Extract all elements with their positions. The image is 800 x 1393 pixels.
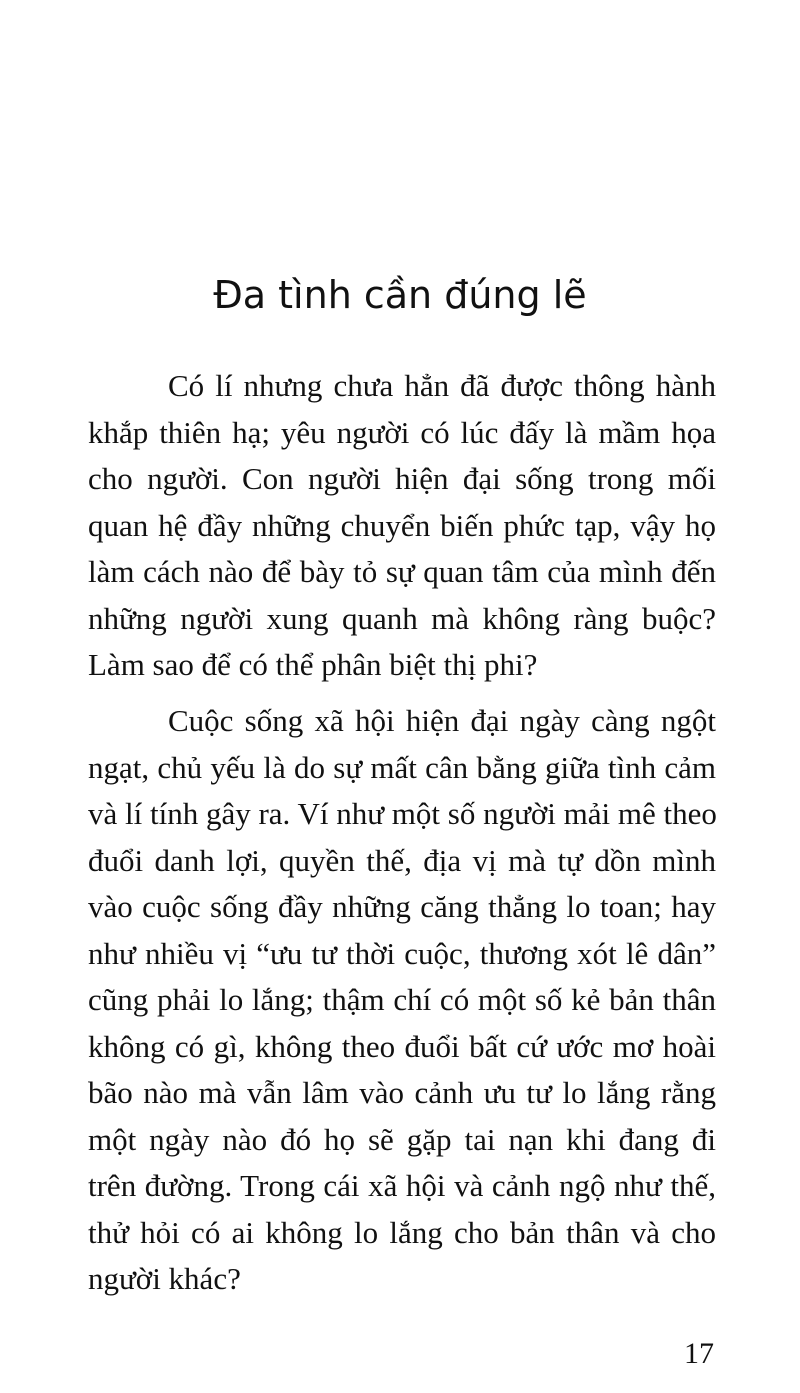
text-line: Có lí nhưng chưa hẳn đã được thông hành (168, 368, 716, 403)
text-line: khắp thiên hạ; yêu người có lúc đấy là mầm họa (88, 414, 716, 450)
text-line: quan hệ đầy những chuyển biến phức tạp, vậy họ (88, 507, 716, 543)
text-line: những người xung quanh mà không ràng buộc? (88, 600, 716, 636)
text-line: bão nào mà vẫn lâm vào cảnh ưu tư lo lắng rằng (88, 1075, 716, 1110)
text-line: và lí tính gây ra. Ví như một số người mải mê theo (88, 796, 717, 831)
text-line: làm cách nào để bày tỏ sự quan tâm của mình đến (88, 554, 716, 589)
text-line: Cuộc sống xã hội hiện đại ngày càng ngột (168, 703, 716, 738)
text-line: như nhiều vị “ưu tư thời cuộc, thương xót lê dân” (88, 935, 716, 971)
text-line: không có gì, không theo đuổi bất cứ ước mơ hoài (88, 1028, 716, 1064)
text-line: đuổi danh lợi, quyền thế, địa vị mà tự dồn mình (88, 842, 716, 878)
text-line: vào cuộc sống đầy những căng thẳng lo toan; hay (88, 889, 716, 924)
text-line: cũng phải lo lắng; thậm chí có một số kẻ bản thân (88, 982, 716, 1017)
text-line: Làm sao để có thể phân biệt thị phi? (88, 647, 538, 682)
text-line: ngạt, chủ yếu là do sự mất cân bằng giữa tình cảm (88, 749, 716, 785)
text-line: thử hỏi có ai không lo lắng cho bản thân và cho (88, 1214, 716, 1250)
text-line: người khác? (88, 1261, 241, 1296)
chapter-title: Đa tình cần đúng lẽ (213, 273, 587, 318)
page-number: 17 (684, 1337, 714, 1370)
paragraph-1 (88, 363, 716, 689)
text-line: cho người. Con người hiện đại sống trong mối (88, 461, 716, 496)
text-line: một ngày nào đó họ sẽ gặp tai nạn khi đang đi (88, 1121, 716, 1157)
paragraph-2 (88, 698, 716, 1303)
text-line: trên đường. Trong cái xã hội và cảnh ngộ như thế, (88, 1168, 716, 1203)
